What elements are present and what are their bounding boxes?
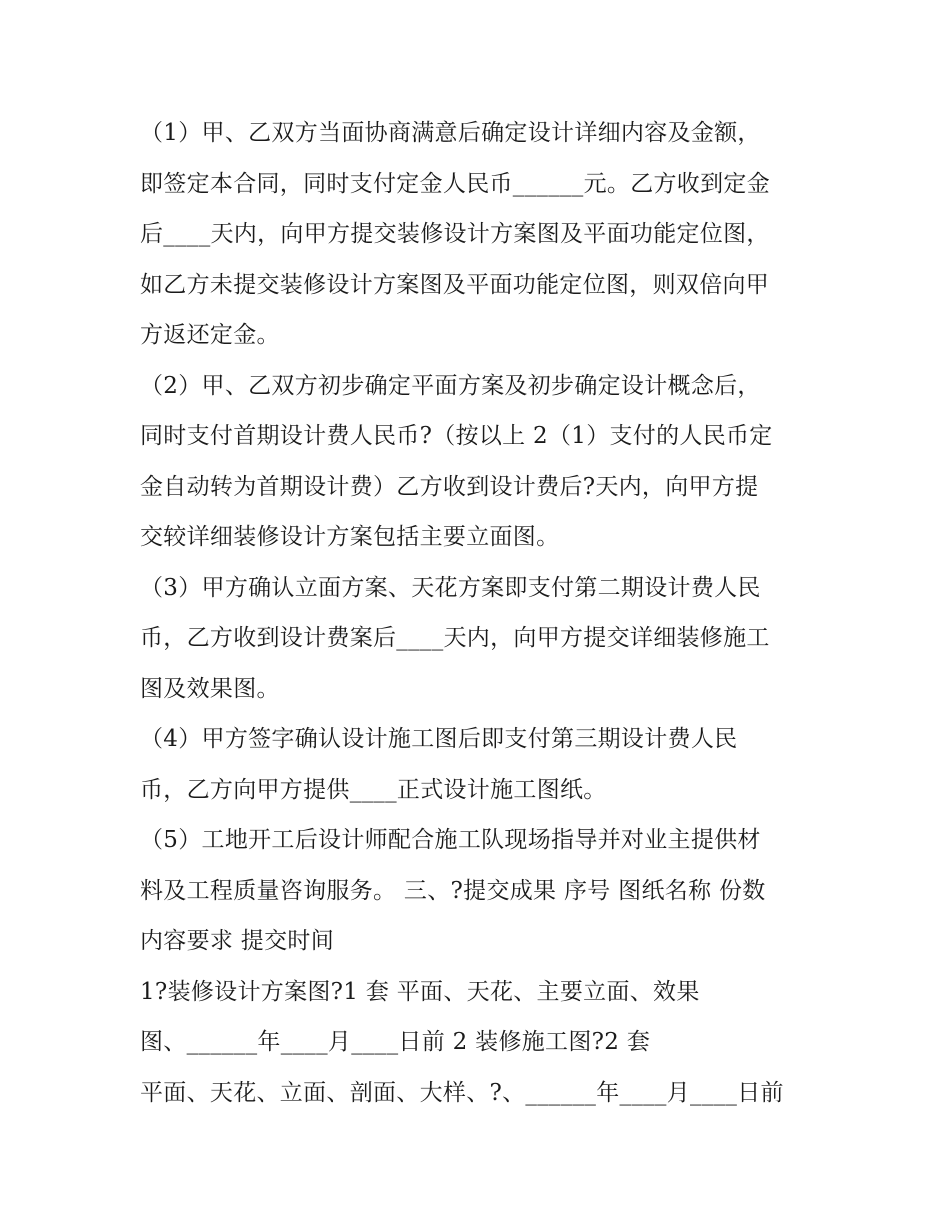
text-line: （4）甲方签字确认设计施工图后即支付第三期设计费人民 xyxy=(140,726,738,752)
text-line: 即签定本合同，同时支付定金人民币______元。乙方收到定金 xyxy=(140,170,770,197)
text-line: 内容要求 提交时间 xyxy=(140,928,335,954)
contract-text xyxy=(140,108,820,1118)
text-line: （3）甲方确认立面方案、天花方案即支付第二期设计费人民 xyxy=(140,574,761,601)
text-line: 平面、天花、立面、剖面、大样、?、______年____月____日前 xyxy=(140,1079,784,1106)
text-line: 后____天内，向甲方提交装修设计方案图及平面功能定位图， xyxy=(140,221,770,247)
text-line: （1）甲、乙双方当面协商满意后确定设计详细内容及金额， xyxy=(140,120,761,146)
text-line: 料及工程质量咨询服务。 三、?提交成果 序号 图纸名称 份数 xyxy=(140,877,766,904)
text-line: 金自动转为首期设计费）乙方收到设计费后?天内，向甲方提 xyxy=(140,473,759,500)
text-line: 如乙方未提交装修设计方案图及平面功能定位图，则双倍向甲 xyxy=(140,271,770,298)
text-line: 图及效果图。 xyxy=(140,675,280,702)
text-line: 1?装修设计方案图?1 套 平面、天花、主要立面、效果 xyxy=(140,978,700,1005)
text-line: 方返还定金。 xyxy=(140,322,280,348)
text-line: 交较详细装修设计方案包括主要立面图。 xyxy=(140,524,560,550)
text-line: 同时支付首期设计费人民币?（按以上 2（1）支付的人民币定 xyxy=(140,423,773,449)
text-line: （5）工地开工后设计师配合施工队现场指导并对业主提供材 xyxy=(140,827,761,853)
text-line: 币，乙方向甲方提供____正式设计施工图纸。 xyxy=(140,776,607,803)
text-line: （2）甲、乙双方初步确定平面方案及初步确定设计概念后， xyxy=(140,372,761,399)
text-line: 币，乙方收到设计费案后____天内，向甲方提交详细装修施工 xyxy=(140,625,770,651)
text-line: 图、______年____月____日前 2 装修施工图?2 套 xyxy=(140,1029,651,1055)
